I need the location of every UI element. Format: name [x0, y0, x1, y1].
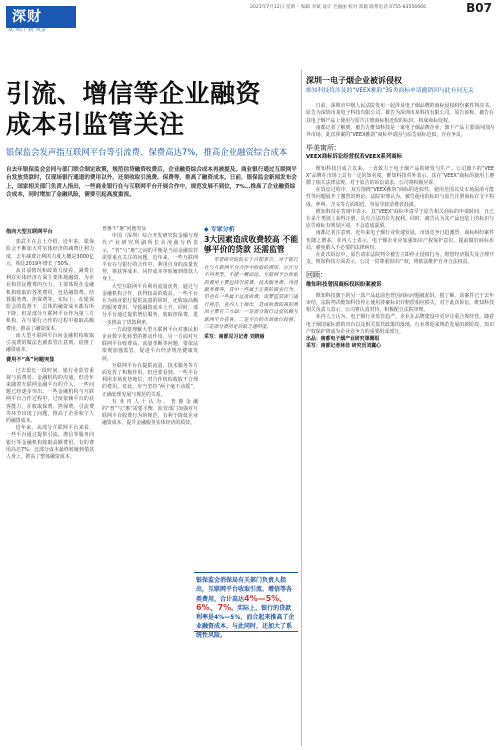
paragraph: 在诉讼过程中，双方围绕“VEEX雅韵”商标的近似性、使用范围以及市场混淆可能性等问题展开了激烈的辩论。法院审理认为，被告使用的标识与原告注册商标在文字构成、呼叫、含义等方面相近，容易导致消费者混淆。 — [306, 187, 494, 208]
paragraph: 南都记者注意到，近年来电子烟行业快速发展，市场竞争日趋激烈，商标纠纷案件也随之增多。业内人士表示，电子烟企业应加强知识产权保护意识，提前做好商标布局，避免陷入不必要的法律纠纷。 — [306, 230, 494, 251]
paragraph: 有业内人士认为，普惠金融的“普”与“惠”需要平衡，监管部门加强对互联网平台收费行为的规范，有利于降低企业融资成本，提升金融服务实体经济的质效。 — [102, 398, 198, 427]
expert-tag: ◆ 专家分析 — [204, 226, 235, 233]
paragraph: 过去很长一段时间，银行业监管重视与消费者、金融机构的沟通。但近年来随着互联网金融平台的介入，一些问题已经逐步突出。一些金融机构与互联网平台合作过程中，过度依赖平台的获客能力，在收取保费、担保费、引流费等环节出现了问题，推高了企业和个人的融资成本。 — [6, 367, 94, 425]
pull-quote-text-2: 。实际上，银行的贷款利率是4%—5%，而合起来推高了企业融资成本，与此同时，还加大了系统性风险。 — [196, 605, 295, 639]
right-subheadline: 维知科技将涉及的“VEEX雅韵”35类商标申请撤销因与此有同无关 — [306, 88, 474, 94]
article-column-2 — [102, 226, 198, 746]
paragraph: 中国（深圳）综合开发研究院金融与现代产业研究所副所长余凌曲分析表示，“普”与“惠”之间的平衡是当前金融监管需要重点关注的问题。近年来，一些互联网平台在与银行的合作中，利用自身的流量优势，将获客成本、风控成本等转嫁到借款人身上。 — [102, 233, 198, 283]
issue-info: 2021年7月12日 星期一 编辑 李斌 设计 毛丽丽 校对 郑颖 联系电话 0755-83556666 — [250, 5, 426, 10]
pull-quote-text-1: 银保监会消保局有关部门负责人指出，互联网平台收取引流、增信等各类费用，合计高达 — [196, 577, 293, 603]
paragraph: 维知科技在答辩中表示，其“VEEX”商标申请早于原告相关商标的申请时间，且已在多个类别上获得注册，具有合法的在先权利。同时，被告认为其产品包装上的标识与原告商标有明显区别，不会造成混淆。 — [306, 208, 494, 230]
paragraph: 日前，深圳市中级人民法院发布一起涉及电子烟品牌的商标侵权纠纷案件判决书，原告为深圳市某电子科技有限公司，被告为深圳市某科技有限公司。原告诉称，被告在其电子烟产品上使用与原告注册商标相近似的标识，构成商标侵权。 — [306, 103, 494, 124]
column-divider — [301, 70, 302, 746]
paragraph: 大型互联网平台利用流量优势，通过与金融机构合作，获得较高的收益。一些平台在为商业银行提供流量的同时，还收取高额的服务费用，导致融资成本上升。同时，部分平台通过提供增信服务，收取担保费，进一步推高了贷款利率。 — [102, 283, 198, 326]
column-top-line: 普惠不“惠”问题突显 — [102, 226, 147, 232]
paragraph: 一方面要理解大型互联网平台对惠民和企业数字化转型的推动作用，另一方面对互联网平台收费高、流量垄断等问题，要依法依规加强监管，促进平台经济规范健康发展。 — [102, 326, 198, 362]
headline — [6, 78, 296, 140]
right-section-heading: 维知科技曾因商标权纠纷案被诉 — [306, 281, 382, 288]
headline-line-1: 引流、增信等企业融资 — [6, 79, 262, 108]
paragraph: 在此次诉讼中，原告请求法院判令被告立即停止侵权行为，赔偿经济损失及合理开支。维知科技方面表示，公司一贯尊重知识产权，将依法维护自身合法权益。 — [306, 252, 494, 266]
section-title: 深财 — [6, 6, 76, 28]
expert-title: 3大因素造成收费较高 不能够平价的贷款 还需监管 — [204, 235, 298, 254]
right-section-label: 回顾： — [306, 271, 327, 280]
lead-paragraph: 自去年银保监会会同与部门联合制定政策，规范信贷融资收费后，企业融资综合成本再被提及。商业银行通过互联网平台发放贷款时，仅现场银行通道的费用以外，还须收取引流费、保费等，推高了融资成本。日前，银保监会新闻发布会上，国家相关部门负责人指出，一些商业银行在与互联网平台开展合作中，规范发展不到位，7%…推高了企业融资综合成本，同时增加了金融风险，需要引起高度重视。 — [6, 167, 297, 199]
paragraph: 南都记者了解到，被告方维知科技是一家电子烟品牌企业，旗下产品主要面向国内外市场。此次涉案的“VEEX雅韵”商标申请因与原告商标近似，存在争议。 — [306, 124, 494, 139]
paragraph: 郭武平在会上介绍，近年来，银保监会不断加大对实体经济的减费让利力度，去年减费让利的力度大概是3000亿元，相比2019年增长了50%。 — [6, 239, 94, 267]
right-section-heading: VEEX商标诉讼经营权若VEEX系列商标 — [306, 154, 403, 161]
paragraph: 互联网平台在提供流量、技术服务等方面发挥了积极作用，但也要看到，一些平台利用市场优势地位，对合作机构收取不合理的费用。对此，应当坚持“两个毫不动摇”，正确处理发展与规范的关系。 — [102, 362, 198, 398]
expert-analysis-column — [204, 226, 298, 746]
page-number: B07 — [466, 1, 492, 15]
paragraph: 维知科技旗下的另一款产品此前也曾因商标问题被起诉。据了解，该案件已于去年审结，法院判决维知科技停止使用涉案标识并赔偿相应损失。对于此次诉讼，维知科技相关负责人表示，公司将认真对待，积极配合法院审理。 — [306, 292, 494, 314]
expert-text: 零壹研究院院长于百程表示，对于银行在与互联网平台合作中收取的费用，应区分不同类型，不能一概而论。互联网平台收取的费用主要包括引流费、技术服务费、风控服务费等，其中一些属于正常的商业行为，但也有一些属于过度收费，需要监管部门进行规范。业内人士指出，造成收费较高的原因主要有三方面：一是部分银行过度依赖互联网平台获客；二是平台的市场地位较强；三是部分费用定价缺乏透明度。 — [204, 258, 298, 331]
paragraph: 维知科技自成立以来，一直致力于电子烟产品的研发与生产。公司旗下的“VEEX”品牌在市场上具有一定的知名度。维知科技对外表示，其在“VEEX”商标的使用上遵循了相关法律法规，对于原告的诉讼请求，公司将积极应诉。 — [306, 165, 494, 187]
masthead — [0, 0, 500, 34]
headline-line-2: 成本引监管关注 — [6, 110, 185, 139]
pull-quote — [194, 572, 298, 639]
paragraph: 近年来，从部分互联网平台来看，一些平台通过提供引流、增信等服务向银行等金融机构收取高额费用，有的费用高达7%，这部分成本最终转嫁到借款人身上，推高了整体融资成本。 — [6, 425, 94, 461]
paragraph: 业内人士认为，电子烟行业监管趋严，企业在品牌建设中更应注重合规经营。随着电子烟国家标准的出台以及相关监管政策的落地，行业将迎来规范发展的新阶段，知识产权保护将成为企业竞争力的重要组成部分。 — [306, 314, 494, 335]
pull-quote-highlight: 4%—5%、6%、7% — [196, 593, 288, 613]
credit-line: 采写：南都记者林佳 研究员刘露心 — [306, 343, 382, 350]
reporter-credit: 采写：南都见习记者 刘晓丽 — [204, 334, 265, 341]
right-headline: 深圳一电子烟企业被诉侵权 — [306, 76, 402, 85]
section-subtitle: 从“风口”到“风景” — [8, 27, 49, 33]
paragraph: 从目前情况和政策力度看，减费让利在实体经济方面主要体现融资、为企业和居民缴费的压力。主要体现在金融机构收取的各类费用，包括融资费、结算服务费、担保费等。实际上，在银保监会的监督下，总体的融资成本都有所下降，但是部分互联网平台作为第三方机构，在与银行合作的过程中收取高额费用，推高了融资成本。 — [6, 268, 94, 332]
right-article — [306, 76, 494, 746]
right-section-label: 毕美寓所： — [306, 144, 341, 153]
credit-line: 出品：南都电子烟产业研究课题组 — [306, 336, 380, 343]
paragraph: 而大型互联网平台向金融机构收取引流费的做法也被监管注意到，给推了融资成本。 — [6, 332, 94, 354]
section-heading: 指向大型互联网平台 — [6, 229, 53, 235]
section-heading: 费用不“高”问题突显 — [6, 357, 55, 364]
subheadline: 银保监会发声指互联网平台等引流费、保费高达7%，推高企业融资综合成本 — [6, 147, 288, 157]
article-column-1 — [6, 226, 94, 746]
